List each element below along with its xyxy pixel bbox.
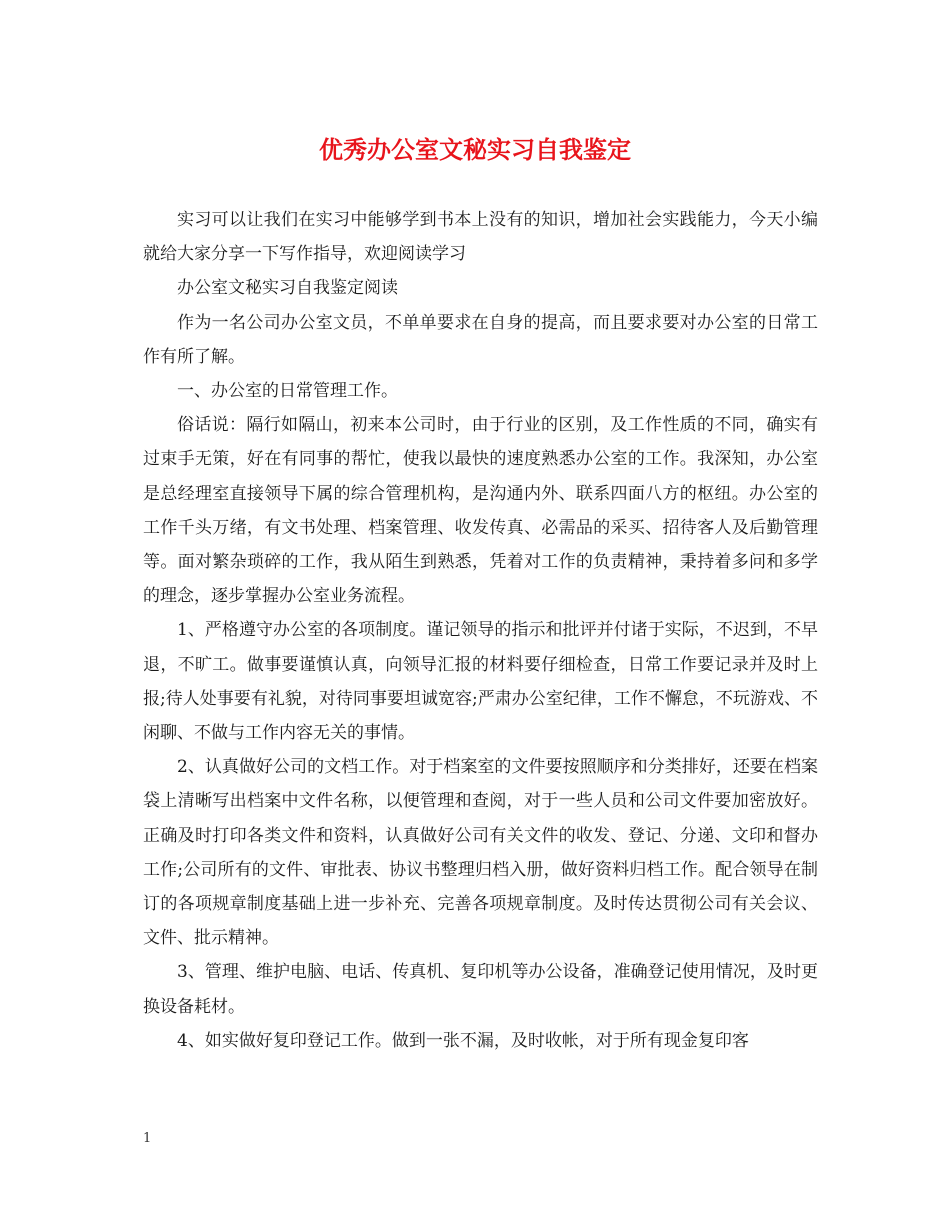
paragraph-proverb: 俗话说：隔行如隔山，初来本公司时，由于行业的区别，及工作性质的不同，确实有过束手无策，好在有同事的帮忙，使我以最快的速度熟悉办公室的工作。我深知，办公室是总经理室直接领导下属的综合管理机构，是沟通内外、联系四面八方的枢纽。办公室的工作千头万绪，有文书处理、档案管理、收发传真、必需品的采买、招待客人及后勤管理等。面对繁杂琐碎的工作，我从陌生到熟悉，凭着对工作的负责精神，秉持着多问和多学的理念，逐步掌握办公室业务流程。	[143, 415, 818, 607]
page-number: 1	[143, 1131, 152, 1146]
document-body	[143, 203, 818, 1058]
list-item-4: 4、如实做好复印登记工作。做到一张不漏，及时收帐，对于所有现金复印客	[177, 1030, 749, 1051]
list-item-1: 1、严格遵守办公室的各项制度。谨记领导的指示和批评并付诸于实际，不迟到，不早退，不旷工。做事要谨慎认真，向领导汇报的材料要仔细检查，日常工作要记录并及时上报;待人处事要有礼貌，对待同事要坦诚宽容;严肃办公室纪律，工作不懈怠，不玩游戏、不闲聊、不做与工作内容无关的事情。	[143, 620, 818, 744]
paragraph-intro: 实习可以让我们在实习中能够学到书本上没有的知识，增加社会实践能力，今天小编就给大家分享一下写作指导，欢迎阅读学习	[143, 210, 818, 265]
section-heading-daily-management: 一、办公室的日常管理工作。	[177, 381, 398, 402]
paragraph-subtitle: 办公室文秘实习自我鉴定阅读	[177, 278, 398, 299]
list-item-2: 2、认真做好公司的文档工作。对于档案室的文件要按照顺序和分类排好，还要在档案袋上清晰写出档案中文件名称，以便管理和查阅，对于一些人员和公司文件要加密放好。正确及时打印各类文件和资料，认真做好公司有关文件的收发、登记、分递、文印和督办工作;公司所有的文件、审批表、协议书整理归档入册，做好资料归档工作。配合领导在制订的各项规章制度基础上进一步补充、完善各项规章制度。及时传达贯彻公司有关会议、文件、批示精神。	[143, 757, 818, 949]
list-item-3: 3、管理、维护电脑、电话、传真机、复印机等办公设备，准确登记使用情况，及时更换设备耗材。	[143, 962, 818, 1017]
document-title: 优秀办公室文秘实习自我鉴定	[319, 135, 631, 164]
paragraph-role: 作为一名公司办公室文员，不单单要求在自身的提高，而且要求要对办公室的日常工作有所了解。	[143, 312, 818, 367]
